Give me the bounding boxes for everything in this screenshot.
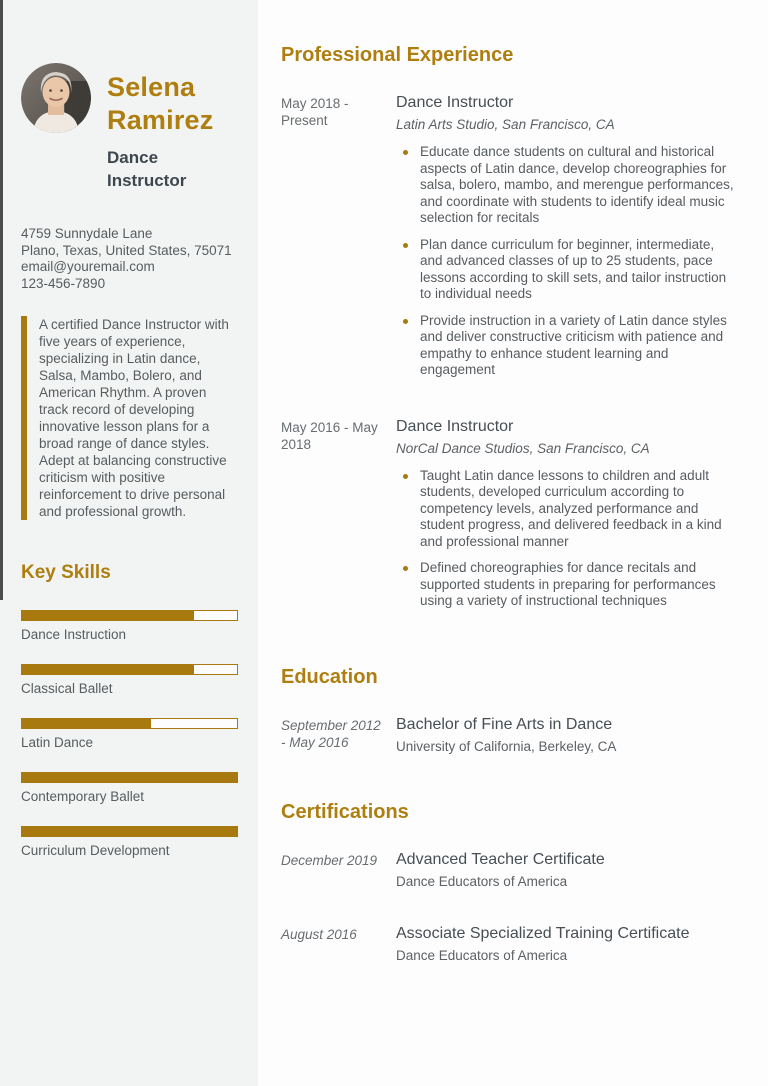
page-edge-shadow <box>0 0 3 600</box>
experience-bullet: Defined choreographies for dance recitals and supported students in preparing for performances using a variety of instructional techniques <box>396 560 738 610</box>
certification-date: August 2016 <box>281 926 357 942</box>
education-school: University of California, Berkeley, CA <box>396 738 617 754</box>
skills-list <box>21 610 238 858</box>
skill-bar <box>21 664 238 675</box>
certification-details <box>396 924 738 964</box>
education-degree: Bachelor of Fine Arts in Dance <box>396 715 613 733</box>
skill-bar <box>21 610 238 621</box>
education-date: September 2012 - May 2016 <box>281 717 381 750</box>
skill-item <box>21 718 238 750</box>
experience-bullet: Educate dance students on cultural and historical aspects of Latin dance, develop choreographies for salsa, bolero, mambo, and merengue performances, and coordinate with students to identify ideal music selection for recitals <box>396 144 738 227</box>
experience-job-title: Dance Instructor <box>396 417 514 435</box>
certification-entry <box>281 924 738 964</box>
skill-label: Dance Instruction <box>21 627 127 642</box>
experience-details <box>396 93 738 389</box>
skill-label: Contemporary Ballet <box>21 789 145 804</box>
experience-company: NorCal Dance Studios, San Francisco, CA <box>396 440 650 456</box>
experience-bullet: Provide instruction in a variety of Latin dance styles and deliver constructive criticism with patience and empathy to enhance student learning and engagement <box>396 313 738 379</box>
sidebar <box>0 0 258 1086</box>
candidate-title: Dance Instructor <box>107 148 187 190</box>
experience-heading: Professional Experience <box>281 44 514 66</box>
section-experience <box>281 44 738 620</box>
skill-bar <box>21 826 238 837</box>
profile-summary: A certified Dance Instructor with five years of experience, specializing in Latin dance, Salsa, Mambo, Bolero, and American Rhythm. A proven track record of developing innovative lesson plans for a broad range of dance styles. Adept at balancing constructive criticism with positive reinforcement to drive personal and professional growth. <box>21 316 238 520</box>
experience-date: May 2016 - May 2018 <box>281 419 378 452</box>
experience-bullet: Plan dance curriculum for beginner, intermediate, and advanced classes of up to 25 students, pace lessons according to skill sets, and tailor instruction to individual needs <box>396 237 738 303</box>
certifications-heading: Certifications <box>281 800 409 823</box>
experience-entry <box>281 93 738 389</box>
skill-item <box>21 826 238 858</box>
contact-phone: 123-456-7890 <box>21 275 106 291</box>
key-skills-heading: Key Skills <box>21 562 111 583</box>
profile-photo <box>21 63 91 133</box>
education-entry <box>281 715 738 755</box>
certification-date: December 2019 <box>281 852 378 868</box>
certification-org: Dance Educators of America <box>396 873 568 889</box>
experience-bullet-list <box>396 144 738 379</box>
skill-label: Classical Ballet <box>21 681 113 696</box>
experience-details <box>396 417 738 620</box>
certification-org: Dance Educators of America <box>396 947 568 963</box>
main-column <box>258 0 768 1086</box>
skill-bar-fill <box>22 665 194 674</box>
skill-item <box>21 610 238 642</box>
identity-block <box>21 63 238 192</box>
experience-bullet: Taught Latin dance lessons to children and adult students, developed curriculum according to competency levels, analyzed performance and student progress, and delivered feedback in a kind and professional manner <box>396 468 738 551</box>
skill-bar-fill <box>22 719 151 728</box>
certification-entry <box>281 850 738 890</box>
experience-company: Latin Arts Studio, San Francisco, CA <box>396 117 615 132</box>
skill-bar <box>21 718 238 729</box>
section-education <box>281 666 738 755</box>
contact-address-line2: Plano, Texas, United States, 75071 <box>21 242 232 258</box>
section-certifications <box>281 801 738 964</box>
candidate-name: Selena Ramirez <box>107 72 214 135</box>
certification-details <box>396 850 738 890</box>
skill-label: Curriculum Development <box>21 843 170 858</box>
skill-bar-fill <box>22 827 237 836</box>
experience-job-title: Dance Instructor <box>396 94 514 111</box>
experience-bullet-list <box>396 468 738 610</box>
skill-item <box>21 772 238 804</box>
contact-address-line1: 4759 Sunnydale Lane <box>21 226 153 241</box>
experience-date: May 2018 - Present <box>281 96 349 128</box>
education-details <box>396 715 738 755</box>
skill-item <box>21 664 238 696</box>
skill-bar <box>21 772 238 783</box>
skill-label: Latin Dance <box>21 735 94 750</box>
experience-entry <box>281 417 738 620</box>
certification-title: Advanced Teacher Certificate <box>396 850 605 868</box>
contact-info <box>21 226 238 292</box>
certification-title: Associate Specialized Training Certificate <box>396 924 690 942</box>
contact-email: email@youremail.com <box>21 259 155 274</box>
profile-photo-image <box>21 63 91 133</box>
skill-bar-fill <box>22 611 194 620</box>
skill-bar-fill <box>22 773 237 782</box>
name-block <box>107 63 238 192</box>
education-heading: Education <box>281 665 378 688</box>
